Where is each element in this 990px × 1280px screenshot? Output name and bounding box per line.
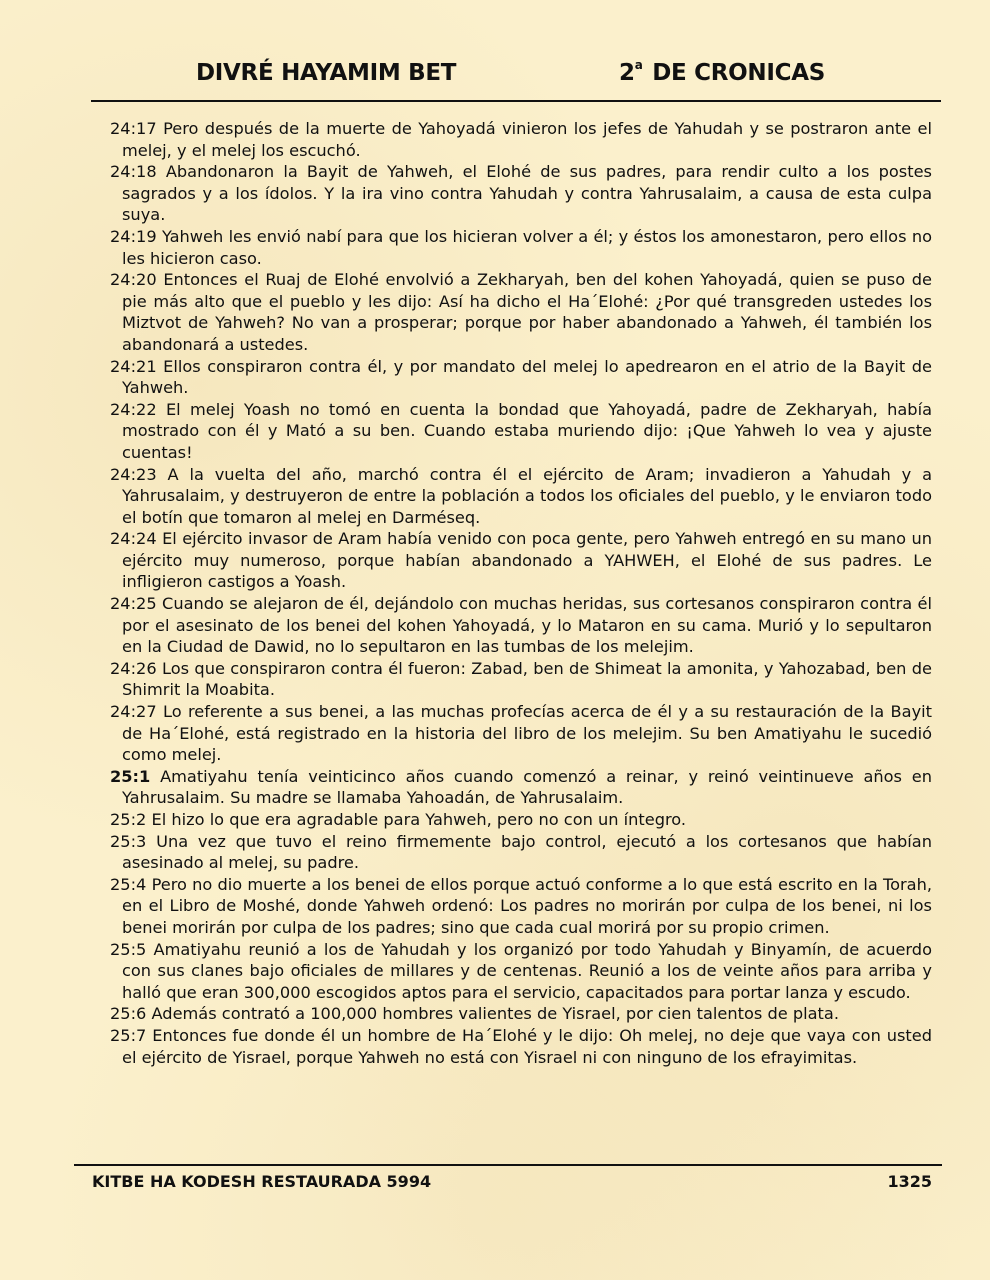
verse	[110, 464, 932, 529]
verse-reference: 25:6	[110, 1004, 147, 1024]
scripture-text	[110, 118, 932, 1068]
ordinal-superscript: a	[634, 58, 643, 72]
book-title-spanish	[619, 60, 825, 86]
footer-divider	[74, 1164, 942, 1166]
verse	[110, 399, 932, 464]
book-number: 2	[619, 60, 635, 86]
verse-text: Yahweh les envió nabí para que los hicieran volver a él; y éstos los amonestaron, pero ellos no les hicieron caso.	[122, 226, 932, 268]
verse-reference: 24:26	[110, 658, 157, 678]
verse	[110, 161, 932, 226]
header-divider	[91, 100, 941, 102]
verse-reference: 25:2	[110, 810, 147, 829]
verse	[110, 701, 932, 766]
verse-text: Pero después de la muerte de Yahoyadá vinieron los jefes de Yahudah y se postraron ante el melej, y el melej los escuchó.	[122, 119, 932, 160]
verse-reference: 24:17	[110, 119, 157, 138]
verse	[110, 593, 932, 658]
verse-text: El hizo lo que era agradable para Yahweh, pero no con un íntegro.	[151, 810, 687, 829]
verse	[110, 269, 932, 355]
verse-text: El ejército invasor de Aram había venido con poca gente, pero Yahweh entregó en su mano un ejército muy numeroso, porque habían abandonado a YAHWEH, el Elohé de sus padres. Le infligieron castigos a Yoash.	[122, 529, 933, 592]
verse-text: Entonces el Ruaj de Elohé envolvió a Zekharyah, ben del kohen Yahoyadá, quien se puso de pie más alto que el pueblo y les dijo: Así ha dicho el Ha´Elohé: ¿Por qué transgreden ustedes los Miztvot de Yahweh? No van a prosperar; porque por haber abandonado a Yahweh, él también los abandonará a ustedes.	[122, 270, 933, 354]
book-title-spanish-text: DE CRONICAS	[652, 60, 825, 86]
verse-text: Cuando se alejaron de él, dejándolo con muchas heridas, sus cortesanos conspiraron contra él por el asesinato de los benei del kohen Yahoyadá, y lo Mataron en su cama. Murió y lo sepultaron en la Ciudad de Dawid, no lo sepultaron en las tumbas de los melejim.	[122, 594, 932, 657]
verse	[110, 831, 932, 874]
verse-text: Además contrató a 100,000 hombres valientes de Yisrael, por cien talentos de plata.	[151, 1004, 839, 1024]
footer-title: KITBE HA KODESH RESTAURADA 5994	[92, 1172, 432, 1191]
verse-reference: 24:20	[110, 270, 157, 290]
verse-reference: 25:3	[110, 831, 147, 851]
verse	[110, 658, 932, 701]
verse-text: Pero no dio muerte a los benei de ellos porque actuó conforme a lo que está escrito en la Torah, en el Libro de Moshé, donde Yahweh ordenó: Los padres no morirán por culpa de los benei, ni los benei morirán por culpa de los padres; sino que cada cual morirá por su propio crimen.	[122, 874, 932, 937]
verse	[110, 939, 932, 1004]
verse-reference: 24:27	[110, 702, 157, 722]
verse-text: Amatiyahu tenía veinticinco años cuando comenzó a reinar, y reinó veintinueve años en Yahrusalaim. Su madre se llamaba Yahoadán, de Yahrusalaim.	[122, 766, 932, 808]
verse-text: Lo referente a sus benei, a las muchas profecías acerca de él y a su restauración de la Bayit de Ha´Elohé, está registrado en la historia del libro de los melejim. Su ben Amatiyahu le sucedió como melej.	[122, 702, 932, 765]
verse-text: Los que conspiraron contra él fueron: Zabad, ben de Shimeat la amonita, y Yahozabad, ben de Shimrit la Moabita.	[122, 658, 933, 700]
verse-text: El melej Yoash no tomó en cuenta la bondad que Yahoyadá, padre de Zekharyah, había mostrado con él y Mató a su ben. Cuando estaba muriendo dijo: ¡Que Yahweh lo vea y ajuste cuentas!	[122, 399, 932, 462]
verse	[110, 528, 932, 593]
verse-reference: 24:25	[110, 594, 157, 614]
verse-text: Ellos conspiraron contra él, y por mandato del melej lo apedrearon en el atrio de la Bayit de Yahweh.	[122, 356, 932, 398]
page-header	[0, 58, 990, 92]
verse-reference: 24:23	[110, 464, 157, 484]
page-number: 1325	[887, 1172, 932, 1191]
verse-reference: 25:1	[110, 766, 151, 786]
verse	[110, 226, 932, 269]
verse-reference: 25:5	[110, 939, 147, 959]
book-title-hebrew: DIVRÉ HAYAMIM BET	[196, 60, 457, 86]
verse	[110, 1003, 932, 1025]
verse	[110, 356, 932, 399]
verse-text: Entonces fue donde él un hombre de Ha´Elohé y le dijo: Oh melej, no deje que vaya con usted el ejército de Yisrael, porque Yahweh no está con Yisrael ni con ninguno de los efrayimitas.	[122, 1025, 932, 1067]
verse	[110, 809, 932, 831]
verse	[110, 118, 932, 161]
verse-reference: 24:24	[110, 529, 157, 549]
verse-reference: 24:21	[110, 356, 157, 376]
verse-reference: 24:18	[110, 162, 157, 182]
verse-text: A la vuelta del año, marchó contra él el ejército de Aram; invadieron a Yahudah y a Yahrusalaim, y destruyeron de entre la población a todos los oficiales del pueblo, y le enviaron todo el botín que tomaron al melej en Darméseq.	[122, 464, 932, 527]
verse-reference: 25:4	[110, 874, 147, 894]
verse-text: Amatiyahu reunió a los de Yahudah y los organizó por todo Yahudah y Binyamín, de acuerdo con sus clanes bajo oficiales de millares y de centenas. Reunió a los de veinte años para arriba y halló que eran 300,000 escogidos aptos para el servicio, capacitados para portar lanza y escudo.	[122, 939, 932, 1002]
verse-reference: 24:22	[110, 399, 157, 419]
verse-text: Abandonaron la Bayit de Yahweh, el Elohé de sus padres, para rendir culto a los postes sagrados y a los ídolos. Y la ira vino contra Yahudah y contra Yahrusalaim, a causa de esta culpa suya.	[122, 162, 932, 225]
verse	[110, 766, 932, 809]
verse	[110, 1025, 932, 1068]
verse-text: Una vez que tuvo el reino firmemente bajo control, ejecutó a los cortesanos que habían asesinado al melej, su padre.	[122, 831, 932, 873]
verse	[110, 874, 932, 939]
verse-reference: 25:7	[110, 1025, 147, 1045]
verse-reference: 24:19	[110, 226, 157, 246]
